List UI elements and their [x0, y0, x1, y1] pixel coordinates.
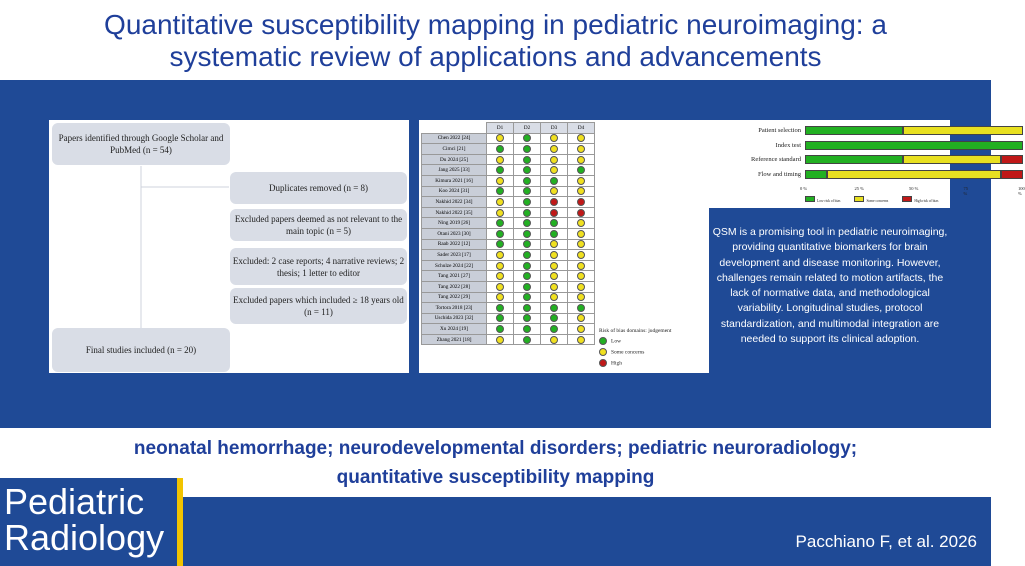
rob-judgement-low-icon	[550, 177, 558, 185]
rob-cell	[568, 144, 595, 155]
rob-cell	[514, 260, 541, 271]
rob-legend-item	[599, 348, 671, 356]
summary-bar	[805, 170, 1023, 179]
title-line-2: systematic review of applications and advancements	[169, 41, 822, 72]
rob-cell	[514, 334, 541, 345]
rob-judgement-some-icon	[577, 177, 585, 185]
rob-judgement-low-icon	[577, 166, 585, 174]
rob-cell	[541, 228, 568, 239]
rob-study-name: Xu 2024 [19]	[422, 324, 487, 335]
rob-study-name: Tang 2022 [29]	[422, 292, 487, 303]
rob-cell	[514, 218, 541, 229]
rob-row	[422, 250, 595, 261]
rob-cell	[568, 271, 595, 282]
rob-cell	[514, 154, 541, 165]
rob-study-name: Tang 2022 [28]	[422, 281, 487, 292]
summary-bar-segment	[1001, 155, 1023, 164]
rob-header-row	[422, 123, 595, 134]
rob-judgement-some-icon	[577, 230, 585, 238]
rob-row	[422, 186, 595, 197]
rob-cell	[487, 292, 514, 303]
rob-study-name: Cirnci [21]	[422, 144, 487, 155]
rob-judgement-some-icon	[496, 283, 504, 291]
journal-line-2: Radiology	[4, 517, 165, 558]
rob-cell	[568, 250, 595, 261]
rob-cell	[514, 144, 541, 155]
summary-bar-segment	[805, 126, 903, 135]
rob-judgement-low-icon	[496, 219, 504, 227]
rob-cell	[568, 175, 595, 186]
rob-judgement-low-icon	[496, 145, 504, 153]
rob-cell	[568, 324, 595, 335]
rob-study-name: Tang 2021 [27]	[422, 271, 487, 282]
rob-domain-header: D1	[487, 123, 514, 134]
rob-study-name: Raab 2022 [12]	[422, 239, 487, 250]
rob-cell	[487, 281, 514, 292]
title-line-1: Quantitative susceptibility mapping in pediatric neuroimaging: a	[104, 9, 887, 40]
rob-judgement-some-icon	[496, 336, 504, 344]
rob-judgement-low-icon	[496, 166, 504, 174]
summary-legend-label: Low risk of bias	[817, 199, 841, 203]
rob-cell	[487, 186, 514, 197]
rob-cell	[568, 292, 595, 303]
rob-cell	[568, 313, 595, 324]
rob-legend-item	[599, 359, 671, 367]
rob-judgement-some-icon	[577, 283, 585, 291]
rob-row	[422, 218, 595, 229]
author-citation: Pacchiano F, et al. 2026	[795, 532, 977, 551]
rob-cell	[514, 281, 541, 292]
rob-row	[422, 281, 595, 292]
summary-x-tick: 50 %	[909, 186, 919, 191]
rob-study-name: Sader 2023 [17]	[422, 250, 487, 261]
rob-row	[422, 207, 595, 218]
rob-judgement-some-icon	[577, 219, 585, 227]
rob-legend-title: Risk of bias domains: judgement	[599, 328, 672, 334]
rob-cell	[541, 165, 568, 176]
summary-bar-segment	[805, 170, 827, 179]
rob-judgement-some-icon	[577, 293, 585, 301]
rob-cell	[541, 207, 568, 218]
risk-of-bias-table	[421, 122, 595, 345]
rob-judgement-low-icon	[523, 145, 531, 153]
rob-cell	[514, 186, 541, 197]
rob-cell	[568, 197, 595, 208]
summary-legend-swatch	[854, 196, 864, 202]
rob-cell	[487, 144, 514, 155]
rob-cell	[487, 154, 514, 165]
rob-row	[422, 165, 595, 176]
legend-label: High	[611, 360, 622, 367]
rob-judgement-some-icon	[577, 145, 585, 153]
title-area	[0, 0, 991, 80]
rob-judgement-low-icon	[523, 325, 531, 333]
rob-judgement-low-icon	[523, 209, 531, 217]
rob-row	[422, 292, 595, 303]
rob-judgement-high-icon	[550, 209, 558, 217]
rob-judgement-low-icon	[523, 198, 531, 206]
rob-cell	[487, 133, 514, 144]
rob-judgement-low-icon	[523, 240, 531, 248]
rob-row	[422, 197, 595, 208]
summary-bar-segment	[805, 155, 903, 164]
rob-judgement-some-icon	[550, 134, 558, 142]
rob-judgement-high-icon	[577, 209, 585, 217]
rob-study-name: Schulze 2024 [22]	[422, 260, 487, 271]
rob-study-name: Ning 2019 [26]	[422, 218, 487, 229]
rob-cell	[541, 133, 568, 144]
rob-judgement-some-icon	[550, 166, 558, 174]
rob-cell	[541, 281, 568, 292]
rob-cell	[514, 292, 541, 303]
rob-judgement-some-icon	[577, 134, 585, 142]
rob-judgement-some-icon	[496, 209, 504, 217]
rob-cell	[541, 175, 568, 186]
rob-study-name: Koo 2024 [31]	[422, 186, 487, 197]
rob-cell	[568, 281, 595, 292]
rob-study-name: Otani 2023 [30]	[422, 228, 487, 239]
rob-cell	[514, 239, 541, 250]
rob-domain-header: D3	[541, 123, 568, 134]
journal-line-1: Pediatric	[4, 481, 145, 522]
rob-judgement-some-icon	[577, 325, 585, 333]
rob-cell	[568, 260, 595, 271]
rob-row	[422, 144, 595, 155]
summary-category-label: Patient selection	[758, 127, 801, 134]
rob-judgement-low-icon	[496, 314, 504, 322]
rob-judgement-low-icon	[523, 177, 531, 185]
rob-cell	[541, 303, 568, 314]
rob-cell	[541, 218, 568, 229]
summary-x-tick: 75 %	[963, 186, 968, 196]
rob-cell	[568, 303, 595, 314]
rob-row	[422, 228, 595, 239]
rob-judgement-some-icon	[550, 283, 558, 291]
rob-row	[422, 313, 595, 324]
rob-legend-item	[599, 337, 671, 345]
rob-cell	[514, 165, 541, 176]
rob-judgement-some-icon	[496, 293, 504, 301]
summary-bar	[805, 126, 1023, 135]
rob-cell	[541, 271, 568, 282]
rob-row	[422, 303, 595, 314]
rob-judgement-some-icon	[577, 251, 585, 259]
summary-legend-swatch	[805, 196, 815, 202]
rob-judgement-low-icon	[550, 230, 558, 238]
rob-judgement-some-icon	[550, 251, 558, 259]
rob-cell	[568, 165, 595, 176]
rob-cell	[541, 239, 568, 250]
rob-cell	[487, 239, 514, 250]
rob-judgement-low-icon	[523, 156, 531, 164]
rob-row	[422, 334, 595, 345]
rob-cell	[487, 207, 514, 218]
rob-judgement-low-icon	[550, 219, 558, 227]
rob-judgement-some-icon	[550, 262, 558, 270]
rob-judgement-low-icon	[496, 240, 504, 248]
rob-cell	[541, 197, 568, 208]
keywords-line-2: quantitative susceptibility mapping	[336, 467, 655, 488]
risk-of-bias-panel	[419, 120, 709, 373]
rob-cell	[487, 313, 514, 324]
rob-cell	[541, 324, 568, 335]
rob-cell	[541, 260, 568, 271]
summary-legend-item	[902, 196, 938, 203]
logo-stripe	[177, 478, 183, 566]
rob-cell	[541, 144, 568, 155]
summary-legend	[805, 196, 938, 203]
summary-x-tick: 0 %	[800, 186, 808, 191]
summary-text: QSM is a promising tool in pediatric neuroimaging, providing quantitative biomarkers for brain development and disease monitoring. However, challenges remain related to motion artifacts, the lack of normative data, and methodological variability. Longitudinal studies, protocol standardization, and multimodal integration are needed to support its clinical adoption.	[712, 226, 948, 346]
rob-cell	[487, 165, 514, 176]
rob-judgement-some-icon	[496, 198, 504, 206]
summary-bar-segment	[903, 155, 1001, 164]
rob-cell	[541, 154, 568, 165]
rob-judgement-low-icon	[523, 293, 531, 301]
rob-cell	[487, 197, 514, 208]
legend-label: Low	[611, 338, 622, 345]
rob-cell	[514, 250, 541, 261]
summary-bar-segment	[827, 170, 1001, 179]
rob-judgement-low-icon	[523, 187, 531, 195]
summary-bar-segment	[805, 141, 1023, 150]
rob-judgement-some-icon	[496, 134, 504, 142]
rob-judgement-low-icon	[496, 304, 504, 312]
rob-domain-header: D2	[514, 123, 541, 134]
rob-judgement-low-icon	[523, 314, 531, 322]
excluded-types-box: Excluded: 2 case reports; 4 narrative reviews; 2 thesis; 1 letter to editor	[230, 248, 407, 285]
rob-cell	[568, 334, 595, 345]
legend-dot-icon	[599, 337, 607, 345]
summary-legend-label: Some concerns	[866, 199, 889, 203]
summary-legend-label: High risk of bias	[914, 199, 939, 203]
rob-legend	[599, 328, 671, 367]
summary-category-label: Index test	[775, 141, 801, 149]
rob-judgement-low-icon	[523, 283, 531, 291]
rob-judgement-low-icon	[496, 187, 504, 195]
rob-study-name: Chen 2022 [24]	[422, 133, 487, 144]
rob-study-name: Jang 2025 [33]	[422, 165, 487, 176]
rob-cell	[568, 186, 595, 197]
rob-row	[422, 175, 595, 186]
rob-study-name: Zhang 2021 [18]	[422, 334, 487, 345]
summary-bar	[805, 155, 1023, 164]
rob-row	[422, 239, 595, 250]
rob-study-name: Tortora 2018 [23]	[422, 303, 487, 314]
rob-judgement-low-icon	[550, 304, 558, 312]
summary-bar-segment	[1001, 170, 1023, 179]
rob-judgement-low-icon	[523, 272, 531, 280]
rob-cell	[514, 303, 541, 314]
rob-judgement-some-icon	[577, 336, 585, 344]
rob-judgement-low-icon	[496, 325, 504, 333]
rob-cell	[487, 334, 514, 345]
duplicates-box: Duplicates removed (n = 8)	[230, 172, 407, 204]
excluded-age-box: Excluded papers which included ≥ 18 years old (n = 11)	[230, 288, 407, 324]
final-box: Final studies included (n = 20)	[52, 328, 230, 372]
rob-judgement-some-icon	[496, 251, 504, 259]
summary-x-tick: 25 %	[854, 186, 864, 191]
rob-judgement-low-icon	[523, 166, 531, 174]
rob-cell	[514, 197, 541, 208]
rob-cell	[487, 260, 514, 271]
rob-cell	[568, 218, 595, 229]
rob-cell	[487, 303, 514, 314]
summary-chart	[709, 120, 1025, 208]
rob-judgement-low-icon	[523, 251, 531, 259]
rob-judgement-low-icon	[577, 304, 585, 312]
not-relevant-box: Excluded papers deemed as not relevant to the main topic (n = 5)	[230, 209, 407, 241]
rob-judgement-some-icon	[550, 145, 558, 153]
keywords-line-1: neonatal hemorrhage; neurodevelopmental disorders; pediatric neuroradiology;	[133, 438, 858, 459]
summary-legend-item	[805, 196, 840, 203]
summary-bar-segment	[903, 126, 1023, 135]
rob-judgement-some-icon	[550, 240, 558, 248]
legend-label: Some concerns	[611, 349, 645, 356]
rob-cell	[514, 228, 541, 239]
rob-judgement-low-icon	[523, 219, 531, 227]
rob-judgement-some-icon	[577, 262, 585, 270]
rob-cell	[514, 207, 541, 218]
rob-study-name: Kimura 2021 [16]	[422, 175, 487, 186]
rob-judgement-some-icon	[577, 272, 585, 280]
rob-cell	[514, 133, 541, 144]
summary-legend-swatch	[902, 196, 912, 202]
rob-cell	[487, 175, 514, 186]
summary-category-label: Reference standard	[751, 156, 801, 163]
rob-study-name: Uschida 2023 [32]	[422, 313, 487, 324]
rob-cell	[568, 154, 595, 165]
rob-row	[422, 260, 595, 271]
rob-cell	[487, 228, 514, 239]
rob-row	[422, 271, 595, 282]
rob-cell	[568, 207, 595, 218]
rob-judgement-low-icon	[550, 325, 558, 333]
rob-judgement-some-icon	[496, 177, 504, 185]
rob-cell	[541, 313, 568, 324]
rob-cell	[541, 292, 568, 303]
rob-study-name: Du 2024 [25]	[422, 154, 487, 165]
rob-judgement-high-icon	[550, 198, 558, 206]
rob-judgement-some-icon	[577, 156, 585, 164]
rob-judgement-low-icon	[550, 314, 558, 322]
rob-judgement-low-icon	[523, 230, 531, 238]
rob-judgement-some-icon	[496, 262, 504, 270]
rob-judgement-some-icon	[577, 187, 585, 195]
rob-cell	[487, 271, 514, 282]
rob-judgement-some-icon	[496, 272, 504, 280]
identified-box: Papers identified through Google Scholar and PubMed (n = 54)	[52, 123, 230, 165]
summary-legend-item	[854, 196, 888, 203]
rob-cell	[568, 228, 595, 239]
legend-dot-icon	[599, 348, 607, 356]
rob-judgement-high-icon	[577, 198, 585, 206]
rob-judgement-some-icon	[577, 240, 585, 248]
rob-row	[422, 154, 595, 165]
prisma-flowchart	[49, 120, 409, 373]
rob-cell	[487, 218, 514, 229]
rob-judgement-low-icon	[523, 336, 531, 344]
rob-judgement-low-icon	[523, 304, 531, 312]
rob-row	[422, 133, 595, 144]
rob-cell	[487, 324, 514, 335]
rob-row	[422, 324, 595, 335]
rob-judgement-some-icon	[577, 314, 585, 322]
rob-cell	[487, 250, 514, 261]
rob-corner	[422, 123, 487, 134]
rob-judgement-some-icon	[496, 156, 504, 164]
legend-dot-icon	[599, 359, 607, 367]
summary-x-tick: 100 %	[1018, 186, 1025, 196]
rob-cell	[514, 313, 541, 324]
rob-cell	[514, 271, 541, 282]
rob-study-name: Nakhid 2022 [34]	[422, 197, 487, 208]
rob-judgement-some-icon	[550, 156, 558, 164]
rob-judgement-low-icon	[523, 134, 531, 142]
rob-cell	[541, 334, 568, 345]
rob-cell	[541, 186, 568, 197]
rob-judgement-low-icon	[523, 262, 531, 270]
rob-cell	[514, 324, 541, 335]
rob-domain-header: D4	[568, 123, 595, 134]
summary-category-label: Flow and timing	[758, 170, 801, 178]
rob-study-name: Nakhid 2022 [35]	[422, 207, 487, 218]
rob-judgement-some-icon	[550, 336, 558, 344]
rob-cell	[568, 133, 595, 144]
rob-judgement-some-icon	[550, 272, 558, 280]
journal-logo	[0, 478, 177, 566]
rob-judgement-low-icon	[496, 230, 504, 238]
rob-cell	[541, 250, 568, 261]
rob-cell	[514, 175, 541, 186]
rob-judgement-some-icon	[550, 187, 558, 195]
summary-bar	[805, 141, 1023, 150]
rob-cell	[568, 239, 595, 250]
rob-judgement-some-icon	[550, 293, 558, 301]
